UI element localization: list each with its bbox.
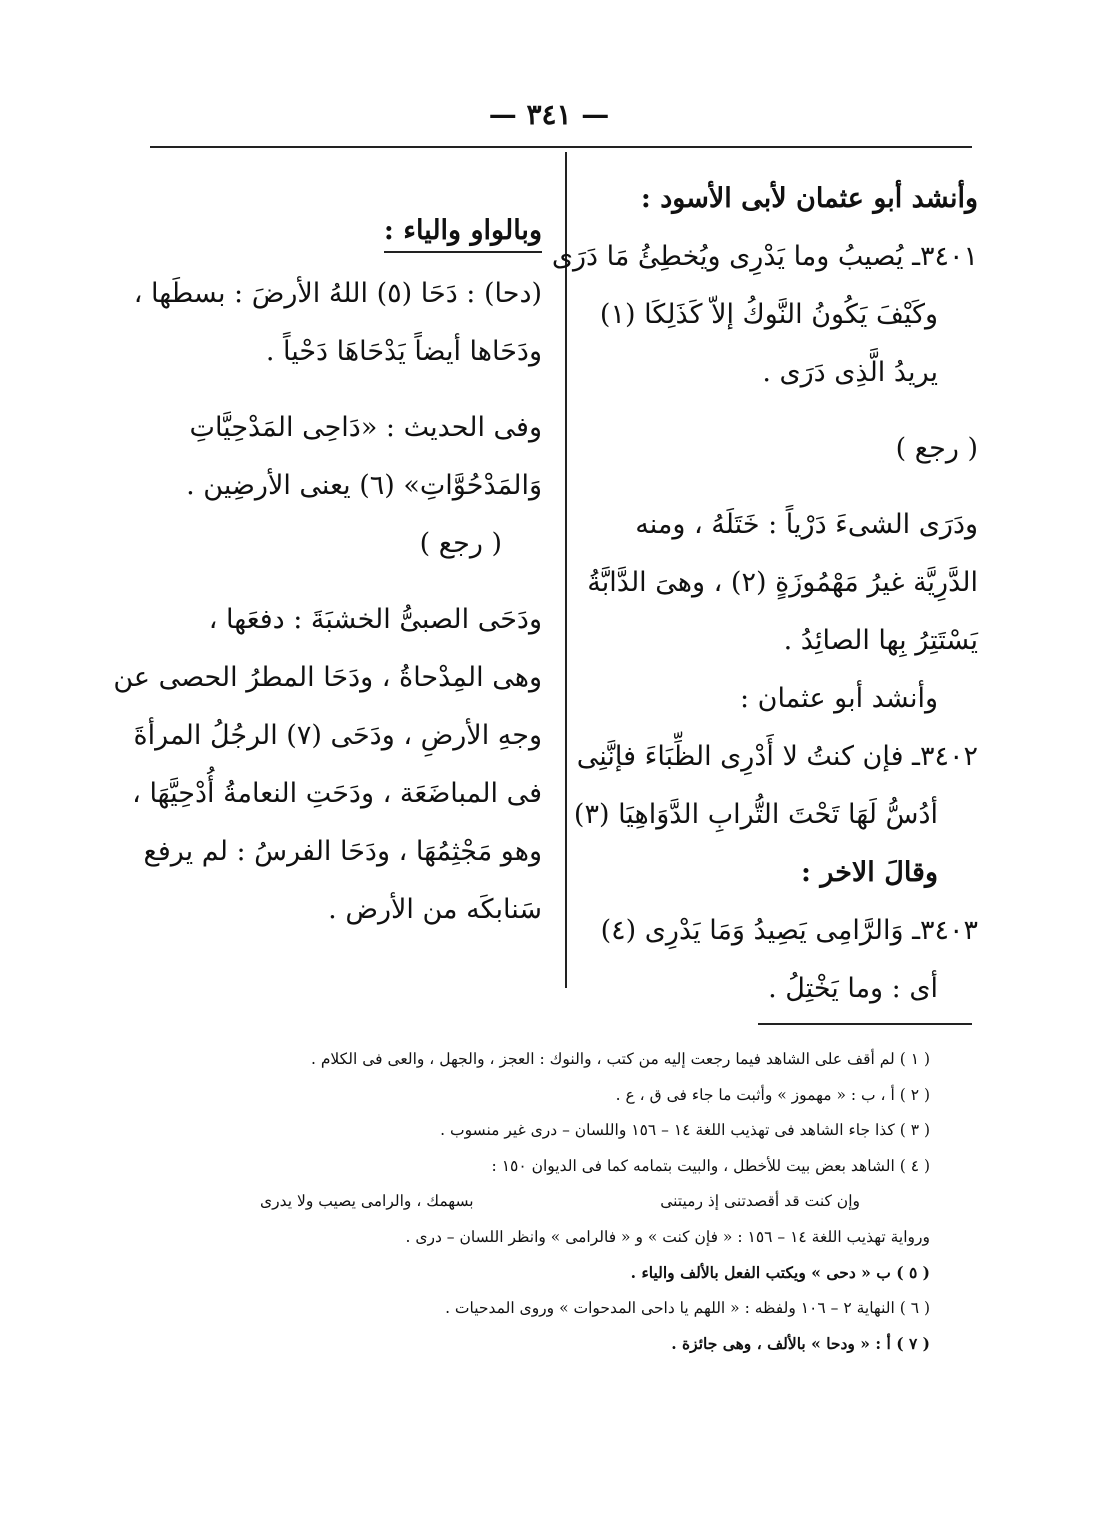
- left-column-line: سَنابكَه من الأرض .: [328, 894, 542, 925]
- right-column-line: يَسْتَتِرُ بِها الصائِدُ .: [783, 625, 978, 656]
- left-column-line: وَالمَدْحُوَّاتِ» (٦) يعنى الأرضِين .: [186, 470, 542, 501]
- left-column-line: وجهِ الأرضِ ، ودَحَى (٧) الرجُلُ المرأةَ: [133, 720, 542, 751]
- verse-hemistich-first: وإن كنت قد أقصدتنى إذ رميتنى: [660, 1192, 860, 1210]
- right-column-line: يريدُ الَّذِى دَرَى .: [762, 357, 938, 388]
- footnote: ( ٧ ) أ : « ودحا » بالألف ، وهى جائزة .: [671, 1334, 930, 1353]
- footnote: ( ٤ ) الشاهد بعض بيت للأخطل ، والبيت بتمامه كما فى الديوان ١٥٠ :: [491, 1156, 930, 1175]
- right-column-line: وأنشد أبو عثمان لأبى الأسود :: [640, 183, 978, 214]
- footnote: ورواية تهذيب اللغة ١٤ – ١٥٦ : « فإن كنت » و « فالرامى » وانظر اللسان – درى .: [405, 1227, 930, 1246]
- left-column-line: وهو مَجْثِمُهَا ، ودَحَا الفرسُ : لم يرفع: [143, 836, 542, 867]
- right-column-line: ( رجع ): [895, 433, 978, 464]
- left-column-line: وفى الحديث : «دَاحِى المَدْحِيَّاتِ: [189, 412, 542, 443]
- left-column-line: فى المباضَعَة ، ودَحَتِ النعامةُ أُدْحِيَّهَا ،: [132, 778, 542, 809]
- left-column-line: ودَحَى الصبىُّ الخشبَةَ : دفعَها ،: [208, 604, 542, 635]
- left-column-line: ( رجع ): [419, 528, 502, 559]
- right-column-line: وقالَ الاخر :: [800, 857, 938, 888]
- footnote: ( ١ ) لم أقف على الشاهد فيما رجعت إليه من كتب ، والنوك : العجز ، والجهل ، والعى فى الكلام .: [310, 1050, 930, 1068]
- right-column-line: وكَيْفَ يَكُونُ النَّوكُ إلاّ كَذَلِكَا (١): [599, 299, 938, 330]
- footnote: ( ٦ ) النهاية ٢ – ١٠٦ ولفظه : « اللهم يا داحى المدحوات » وروى المدحيات .: [445, 1298, 930, 1317]
- footnote: ( ٢ ) أ ، ب : « مهموز » وأثبت ما جاء فى ق ، ع .: [615, 1085, 930, 1104]
- footnote: ( ٣ ) كذا جاء الشاهد فى تهذيب اللغة ١٤ – ١٥٦ واللسان – درى غير منسوب .: [440, 1121, 930, 1139]
- right-column-line: أدُسُّ لَهَا تَحْتَ التُّرابِ الدَّوَاهِيَا (٣): [573, 799, 938, 830]
- page-number: — ٣٤١ —: [488, 98, 610, 131]
- left-column-line: ودَحَاها أيضاً يَدْحَاهَا دَحْياً .: [265, 336, 542, 367]
- right-column-line: الدَّرِيَّة غيرُ مَهْمُوزَةٍ (٢) ، وهىَ الدَّابَّةُ: [587, 567, 978, 598]
- right-column-line: ٣٤٠٣ـ وَالرَّامِى يَصِيدُ وَمَا يَدْرِى (٤): [600, 915, 978, 946]
- footnote-verse: [260, 1184, 860, 1220]
- right-column-line: أى : وما يَخْتِلُ .: [768, 973, 938, 1004]
- left-column-line: (دحا) : دَحَا (٥) اللهُ الأرضَ : بسطَها ،: [133, 278, 542, 309]
- left-column-line: وبالواو والياء :: [150, 202, 542, 265]
- right-column-line: ودَرَى الشىءَ دَرْياً : خَتَلَهُ ، ومنه: [635, 509, 978, 540]
- right-column-line: ٣٤٠١ـ يُصيبُ وما يَدْرِى ويُخطِئُ مَا دَرَى: [551, 241, 978, 272]
- right-column-line: وأنشد أبو عثمان :: [739, 683, 938, 714]
- right-column: [551, 170, 978, 1018]
- left-column: [113, 202, 542, 939]
- verse-hemistich-second: بسهمك ، والرامى يصيب ولا يدرى: [260, 1192, 474, 1210]
- right-column-line: ٣٤٠٢ـ فإن كنتُ لا أَدْرِى الظِّبَاءَ فإنَّنِى: [576, 741, 978, 772]
- footnotes: [240, 1042, 930, 1362]
- left-column-line: وهى المِدْحاةُ ، ودَحَا المطرُ الحصى عن: [113, 662, 542, 693]
- footnote: ( ٥ ) ب « دحى » ويكتب الفعل بالألف والياء .: [630, 1263, 930, 1282]
- header-rule: [150, 146, 972, 148]
- footnote-rule: [758, 1023, 972, 1025]
